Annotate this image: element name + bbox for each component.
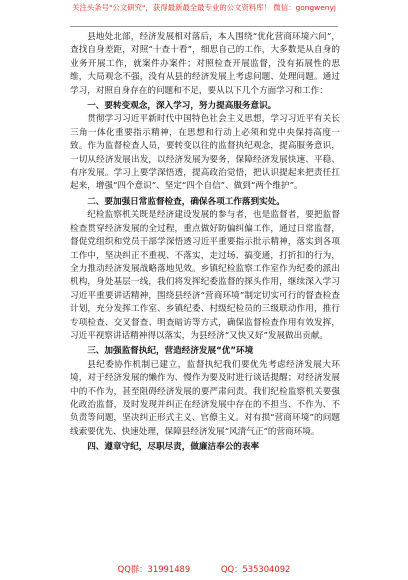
footer-qq-number: QQ：535304092	[220, 564, 291, 574]
section-paragraph-2: 纪检监察机关既是经济建设发展的参与者，也是监督者，要把监督检查贯穿经济发展的全过程，重点做好防偏纠偏工作，通过日常监督，督促党组织和党员干部学深悟透习近平重要指示批示精神，落实到各项工作中，坚决纠正不重视、不落实，走过场、搞变通，打折扣的行为，全力推动经济发展战略落地见效。乡镇纪检监察工作室作为纪委的派出机构，身处基层一线，我们将发挥纪委监督的探头作用，继续深入学习习近平重要讲话精神，围绕县经济“营商环境”制定切实可行的督查检查计划，充分发挥工作室、乡镇纪委、村级纪检员的三级联动作用，推行专项检查、交叉督查、明查暗访等方式，确保监督检查作用有效发挥，习近平视察讲话精神得以落实，为县经济“又快又好”发展做出贡献。	[70, 210, 340, 341]
document-body	[70, 31, 340, 455]
section-heading-2: 二、要加强日常监督检查，确保各项工作落到实处。	[87, 196, 285, 207]
footer-contact	[0, 563, 408, 575]
footer-qq-group: QQ群：31991489	[117, 564, 191, 574]
section-heading-3: 三、加强监督执纪，营造经济发展“优”环境	[87, 346, 254, 357]
section-paragraph-3: 县纪委协作机制已建立，监督执纪我们要优先考虑经济发展大环境，对于经济发展的懒作为、慢作为要及时进行谈话提醒；对经济发展中的不作为，甚至阻碍经济发展的要严肃问责。我们纪检监察机关要强化政治监督，及时发现并纠正在经济发展中存在的不担当、不作为、不负责等问题，坚决纠正形式主义、官僚主义。对有损“营商环境”的问题线索要优先、快速处理，保障县经济发展“风清气正”的营商环境。	[70, 359, 340, 437]
section-paragraph-1: 贯彻学习习近平新时代中国特色社会主义思想，学习习近平有关长三角一体化重要指示精神，在思想和行动上必须和党中央保持高度一致。作为监督检查人员，要转变以往的监督执纪观念，提高服务意识，一切从经济发展出发，以经济发展为要务，保障经济发展快速、平稳、有序发展。学习上要学深悟透，提高政治觉悟，把认识提起来把责任扛起来，增强“四个意识”、坚定“四个自信”、做到“两个维护”。	[70, 114, 340, 192]
header-banner: 关注头条号"公文研究"，获得最新最全最专业的公文资料库！ 微信：gongwenyj	[72, 3, 336, 12]
header-divider	[70, 26, 338, 27]
section-heading-1: 一、要转变观念，深入学习，努力提高服务意识。	[87, 101, 277, 112]
section-heading-4: 四、遵章守纪，尽职尽责，做廉洁奉公的表率	[87, 442, 260, 453]
intro-paragraph: 县地处北部，经济发展相对落后，本人围绕“优化营商环境六问”，查找自身差距，对照“十查十看”，细思自己的工作，大多数是从自身的业务开展工作，就案件办案件；对照检查开展监督，没有拓展性的思维，大局观念不强，没有从县的经济发展上考虑问题、处理问题。通过学习，对照自身存在的问题和不足，要从以下几个方面学习和工作：	[70, 32, 340, 96]
